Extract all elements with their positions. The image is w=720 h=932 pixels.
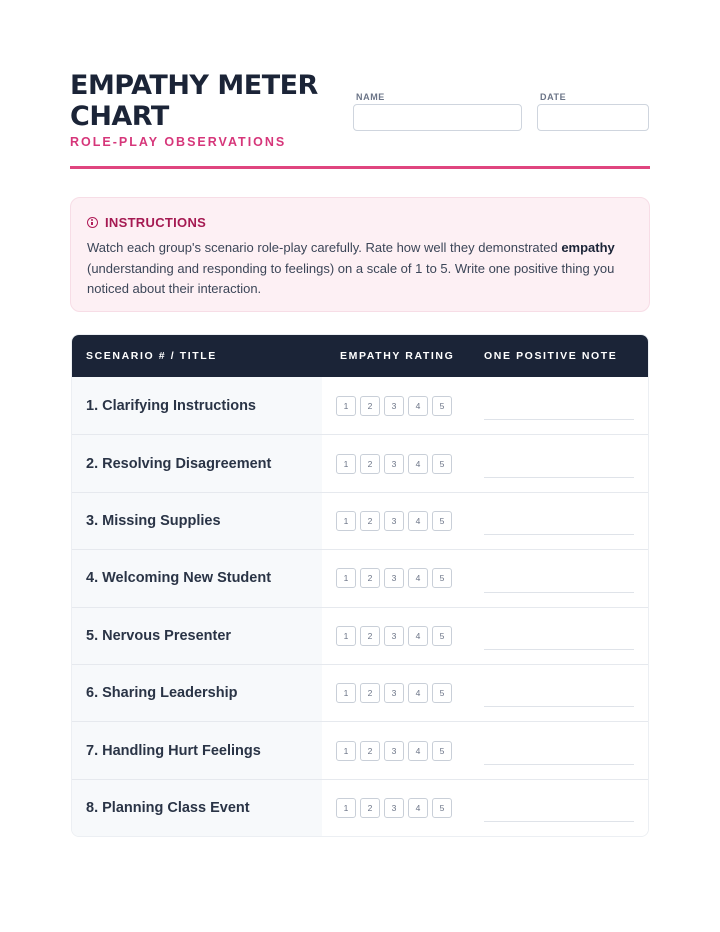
instructions-text-part: (understanding and responding to feelings) on a scale of 1 to 5. Write one positive thing you noticed about their interaction. bbox=[87, 260, 615, 296]
instructions-emphasis: empathy bbox=[561, 240, 615, 255]
header-divider bbox=[70, 166, 650, 169]
table-row bbox=[72, 779, 648, 836]
rating-box[interactable]: 2 bbox=[360, 568, 380, 588]
rating-box[interactable]: 4 bbox=[408, 396, 428, 416]
note-line bbox=[484, 649, 634, 650]
rating-box[interactable]: 3 bbox=[384, 683, 404, 703]
rating-box[interactable]: 1 bbox=[336, 396, 356, 416]
column-header-rating: EMPATHY RATING bbox=[340, 350, 455, 362]
rating-box[interactable]: 3 bbox=[384, 741, 404, 761]
empathy-rating bbox=[322, 780, 470, 836]
date-label: DATE bbox=[540, 92, 567, 102]
instructions-text-part: Watch each group's scenario role-play carefully. Rate how well they demonstrated bbox=[87, 240, 562, 255]
rating-box[interactable]: 4 bbox=[408, 741, 428, 761]
rating-box[interactable]: 4 bbox=[408, 568, 428, 588]
table-row bbox=[72, 607, 648, 664]
table-row bbox=[72, 492, 648, 549]
rating-box[interactable]: 5 bbox=[432, 741, 452, 761]
rating-box[interactable]: 1 bbox=[336, 454, 356, 474]
scenario-title: 1. Clarifying Instructions bbox=[72, 377, 322, 434]
rating-box[interactable]: 5 bbox=[432, 568, 452, 588]
rating-box[interactable]: 4 bbox=[408, 454, 428, 474]
note-line bbox=[484, 419, 634, 420]
empathy-rating bbox=[322, 608, 470, 664]
column-header-note: ONE POSITIVE NOTE bbox=[484, 350, 618, 362]
empathy-rating bbox=[322, 665, 470, 721]
info-icon bbox=[87, 217, 98, 228]
rating-box[interactable]: 2 bbox=[360, 683, 380, 703]
rating-box[interactable]: 1 bbox=[336, 626, 356, 646]
note-line bbox=[484, 821, 634, 822]
name-label: NAME bbox=[356, 92, 385, 102]
rating-box[interactable]: 3 bbox=[384, 396, 404, 416]
rating-box[interactable]: 2 bbox=[360, 626, 380, 646]
rating-box[interactable]: 2 bbox=[360, 798, 380, 818]
empathy-rating bbox=[322, 722, 470, 778]
rating-box[interactable]: 1 bbox=[336, 511, 356, 531]
name-field[interactable] bbox=[353, 104, 522, 131]
positive-note-field[interactable] bbox=[470, 780, 648, 836]
scenario-title: 3. Missing Supplies bbox=[72, 493, 322, 549]
rating-box[interactable]: 4 bbox=[408, 683, 428, 703]
rating-box[interactable]: 1 bbox=[336, 683, 356, 703]
empathy-rating bbox=[322, 435, 470, 491]
empathy-rating bbox=[322, 377, 470, 434]
rating-box[interactable]: 1 bbox=[336, 798, 356, 818]
table-header bbox=[72, 335, 648, 377]
rating-box[interactable]: 5 bbox=[432, 454, 452, 474]
rating-box[interactable]: 5 bbox=[432, 626, 452, 646]
scenario-title: 7. Handling Hurt Feelings bbox=[72, 722, 322, 778]
positive-note-field[interactable] bbox=[470, 722, 648, 778]
table-row bbox=[72, 549, 648, 606]
note-line bbox=[484, 764, 634, 765]
rating-box[interactable]: 5 bbox=[432, 511, 452, 531]
rating-box[interactable]: 4 bbox=[408, 798, 428, 818]
rating-box[interactable]: 3 bbox=[384, 626, 404, 646]
rating-box[interactable]: 1 bbox=[336, 741, 356, 761]
rating-box[interactable]: 3 bbox=[384, 798, 404, 818]
scenario-title: 8. Planning Class Event bbox=[72, 780, 322, 836]
note-line bbox=[484, 477, 634, 478]
note-line bbox=[484, 534, 634, 535]
positive-note-field[interactable] bbox=[470, 377, 648, 434]
rating-box[interactable]: 3 bbox=[384, 511, 404, 531]
scenario-title: 4. Welcoming New Student bbox=[72, 550, 322, 606]
positive-note-field[interactable] bbox=[470, 493, 648, 549]
note-line bbox=[484, 706, 634, 707]
instructions-title: INSTRUCTIONS bbox=[105, 214, 207, 230]
note-line bbox=[484, 592, 634, 593]
positive-note-field[interactable] bbox=[470, 550, 648, 606]
table-row bbox=[72, 664, 648, 721]
rating-box[interactable]: 4 bbox=[408, 626, 428, 646]
rating-box[interactable]: 5 bbox=[432, 798, 452, 818]
rating-box[interactable]: 1 bbox=[336, 568, 356, 588]
rating-box[interactable]: 2 bbox=[360, 454, 380, 474]
scenario-title: 5. Nervous Presenter bbox=[72, 608, 322, 664]
instructions-header bbox=[87, 212, 633, 232]
empathy-rating bbox=[322, 493, 470, 549]
table-row bbox=[72, 721, 648, 778]
date-field[interactable] bbox=[537, 104, 649, 131]
table-row bbox=[72, 434, 648, 491]
rating-box[interactable]: 2 bbox=[360, 511, 380, 531]
rating-box[interactable]: 4 bbox=[408, 511, 428, 531]
instructions-panel bbox=[70, 197, 650, 312]
rating-box[interactable]: 2 bbox=[360, 396, 380, 416]
page-title: EMPATHY METER CHART bbox=[70, 70, 318, 132]
table-row bbox=[72, 377, 648, 434]
rating-box[interactable]: 5 bbox=[432, 683, 452, 703]
rating-box[interactable]: 3 bbox=[384, 568, 404, 588]
rating-box[interactable]: 2 bbox=[360, 741, 380, 761]
empathy-rating bbox=[322, 550, 470, 606]
positive-note-field[interactable] bbox=[470, 435, 648, 491]
observation-table bbox=[71, 334, 649, 837]
page-subtitle: ROLE-PLAY OBSERVATIONS bbox=[70, 135, 287, 149]
scenario-title: 2. Resolving Disagreement bbox=[72, 435, 322, 491]
instructions-text bbox=[87, 238, 633, 300]
scenario-title: 6. Sharing Leadership bbox=[72, 665, 322, 721]
rating-box[interactable]: 5 bbox=[432, 396, 452, 416]
column-header-scenario: SCENARIO # / TITLE bbox=[86, 350, 217, 362]
rating-box[interactable]: 3 bbox=[384, 454, 404, 474]
table-body bbox=[72, 377, 648, 836]
positive-note-field[interactable] bbox=[470, 608, 648, 664]
positive-note-field[interactable] bbox=[470, 665, 648, 721]
